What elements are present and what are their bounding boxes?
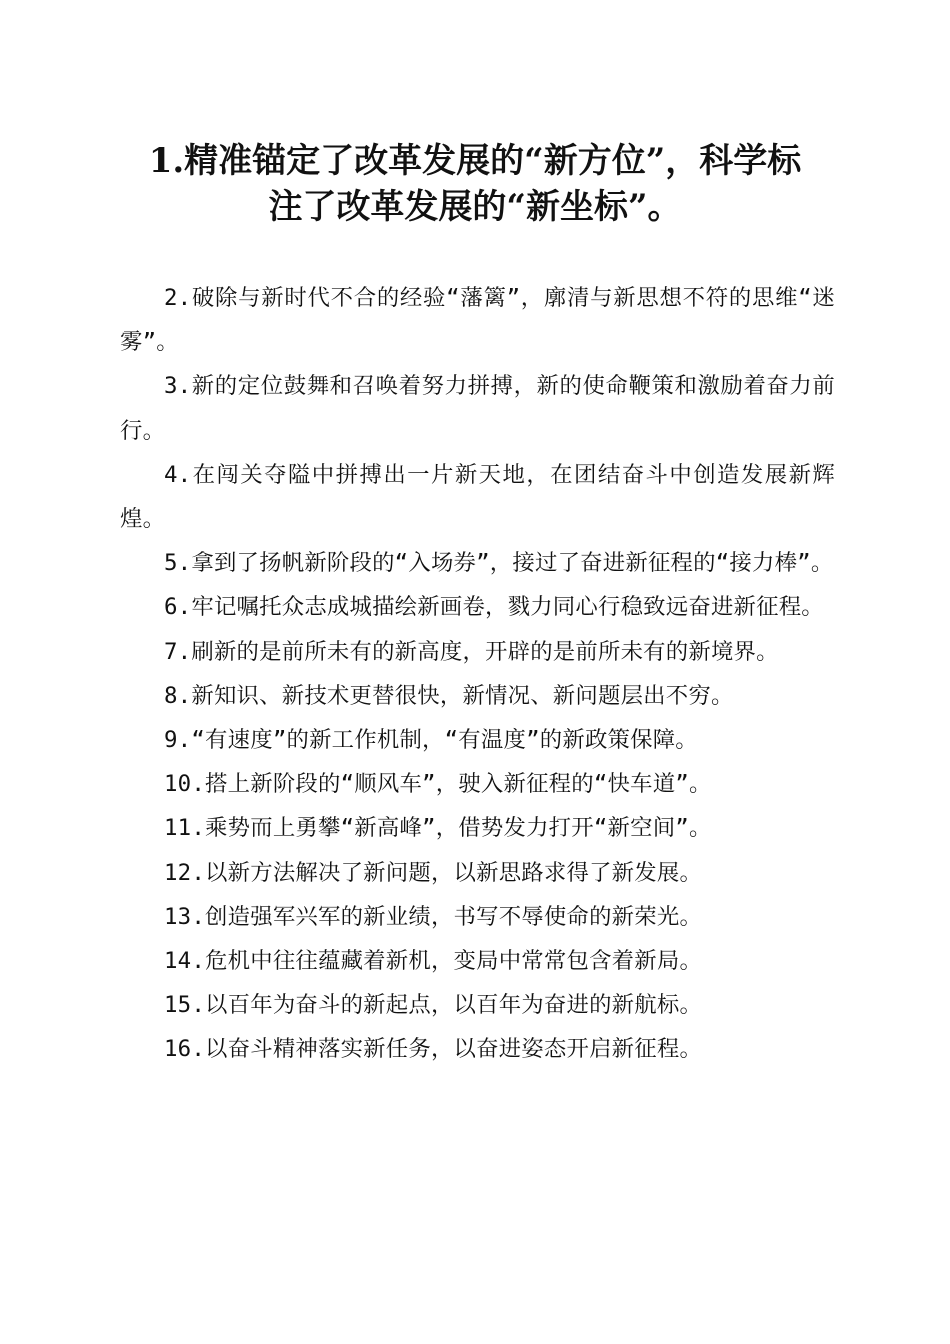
document-title [100,138,850,230]
list-item: 10.搭上新阶段的“顺风车”，驶入新征程的“快车道”。 [164,771,712,798]
list-item: 4.在闯关夺隘中拼搏出一片新天地，在团结奋斗中创造发展新辉煌。 [120,461,835,533]
list-item: 8.新知识、新技术更替很快，新情况、新问题层出不穷。 [164,682,734,709]
title-line-2: 注了改革发展的“新坐标”。 [268,187,682,227]
list-item: 3.新的定位鼓舞和召唤着努力拼搏，新的使命鞭策和激励着奋力前行。 [120,373,835,444]
list-item: 16.以奋斗精神落实新任务，以奋进姿态开启新征程。 [164,1036,703,1063]
list-item: 13.创造强军兴军的新业绩，书写不辱使命的新荣光。 [164,903,703,930]
list-item: 7.刷新的是前所未有的新高度，开辟的是前所未有的新境界。 [164,638,779,665]
list-item: 14.危机中往往蕴藏着新机，变局中常常包含着新局。 [164,948,703,975]
list-item: 9.“有速度”的新工作机制，“有温度”的新政策保障。 [164,727,698,754]
list-item: 5.拿到了扬帆新阶段的“入场券”，接过了奋进新征程的“接力棒”。 [164,550,834,577]
list-item: 2.破除与新时代不合的经验“藩篱”，廓清与新思想不符的思维“迷雾”。 [120,285,835,356]
list-item: 11.乘势而上勇攀“新高峰”，借势发力打开“新空间”。 [164,815,712,842]
list-item: 12.以新方法解决了新问题，以新思路求得了新发展。 [164,859,703,886]
list-item: 15.以百年为奋斗的新起点，以百年为奋进的新航标。 [164,992,703,1019]
list-item: 6.牢记嘱托众志成城描绘新画卷，戮力同心行稳致远奋进新征程。 [164,594,824,621]
title-line-1: 1.精准锚定了改革发展的“新方位”，科学标 [148,141,802,181]
item-list [120,276,835,1072]
